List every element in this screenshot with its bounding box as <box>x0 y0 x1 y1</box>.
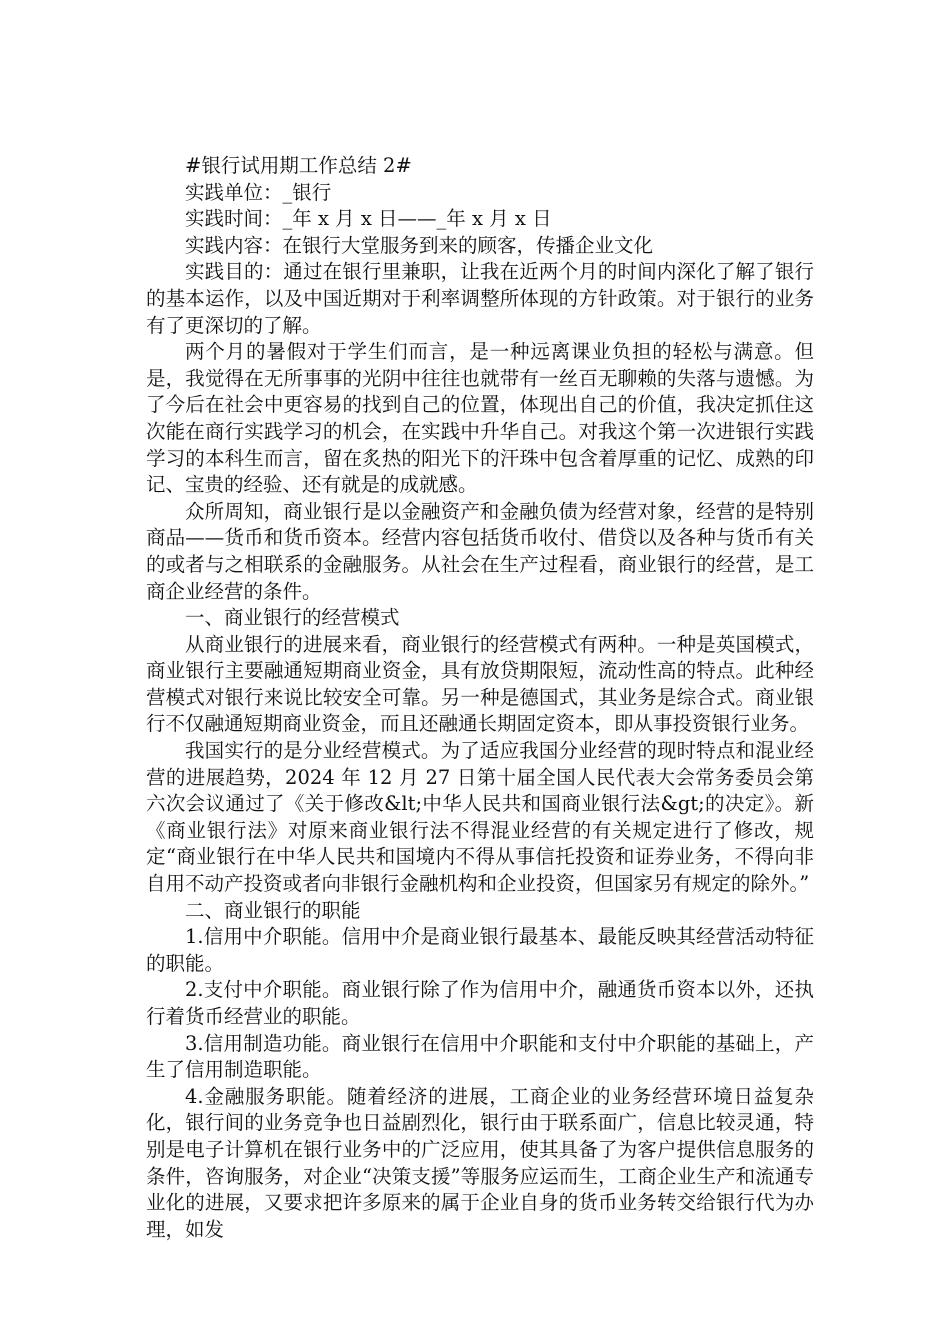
list-item: 2.支付中介职能。商业银行除了作为信用中介，融通货币资本以外，还执行着货币经营业的职能。 <box>146 978 814 1028</box>
paragraph: 实践目的：通过在银行里兼职，让我在近两个月的时间内深化了解了银行的基本运作，以及中国近期对于利率调整所体现的方针政策。对于银行的业务有了更深切的了解。 <box>146 260 814 337</box>
document-heading: #银行试用期工作总结 2# <box>185 154 412 177</box>
list-item: 4.金融服务职能。随着经济的进展，工商企业的业务经营环境日益复杂化，银行间的业务竞争也日益剧烈化，银行由于联系面广，信息比较灵通，特别是电子计算机在银行业务中的广泛应用，使其具备了为客户提供信息服务的条件，咨询服务，对企业“决策支援”等服务应运而生，工商企业生产和流通专业化的进展，又要求把许多原来的属于企业自身的货币业务转交给银行代为办理，如发 <box>146 1084 814 1241</box>
section-heading: 一、商业银行的经营模式 <box>185 606 400 630</box>
paragraph: 从商业银行的进展来看，商业银行的经营模式有两种。一种是英国模式，商业银行主要融通短期商业资金，具有放贷期限短，流动性高的特点。此种经营模式对银行来说比较安全可靠。另一种是德国式，其业务是综合式。商业银行不仅融通短期商业资金，而且还融通长期固定资本，即从事投资银行业务。 <box>146 632 814 736</box>
paragraph: 两个月的暑假对于学生们而言，是一种远离课业负担的轻松与满意。但是，我觉得在无所事事的光阴中往往也就带有一丝百无聊赖的失落与遗憾。为了今后在社会中更容易的找到自己的位置，体现出自己的价值，我决定抓住这次能在商行实践学习的机会，在实践中升华自己。对我这个第一次进银行实践学习的本科生而言，留在炙热的阳光下的汗珠中包含着厚重的记忆、成熟的印记、宝贵的经验、还有就是的成就感。 <box>146 340 814 497</box>
paragraph: 众所周知，商业银行是以金融资产和金融负债为经营对象，经营的是特别商品——货币和货币资本。经营内容包括货币收付、借贷以及各种与货币有关的或者与之相联系的金融服务。从社会在生产过程看，商业银行的经营，是工商企业经营的条件。 <box>146 499 814 603</box>
paragraph: 我国实行的是分业经营模式。为了适应我国分业经营的现时特点和混业经营的进展趋势，2024 年 12 月 27 日第十届全国人民代表大会常务委员会第六次会议通过了《关于修改&lt;中华人民共和国商业银行法&gt;的决定》。新《商业银行法》对原来商业银行法不得混业经营的有关规定进行了修改，规定“商业银行在中华人民共和国境内不得从事信托投资和证券业务，不得向非自用不动产投资或者向非银行金融机构和企业投资，但国家另有规定的除外。” <box>146 739 814 896</box>
practice-unit-line: 实践单位：_银行 <box>185 180 332 204</box>
section-heading: 二、商业银行的职能 <box>185 898 361 922</box>
document-body <box>146 153 814 1243</box>
practice-content-line: 实践内容：在银行大堂服务到来的顾客，传播企业文化 <box>185 233 654 257</box>
list-item: 3.信用制造功能。商业银行在信用中介职能和支付中介职能的基础上，产生了信用制造职能。 <box>146 1031 814 1082</box>
list-item: 1.信用中介职能。信用中介是商业银行最基本、最能反映其经营活动特征的职能。 <box>146 925 814 975</box>
practice-time-line: 实践时间：_年 x 月 x 日——_年 x 月 x 日 <box>185 207 552 231</box>
